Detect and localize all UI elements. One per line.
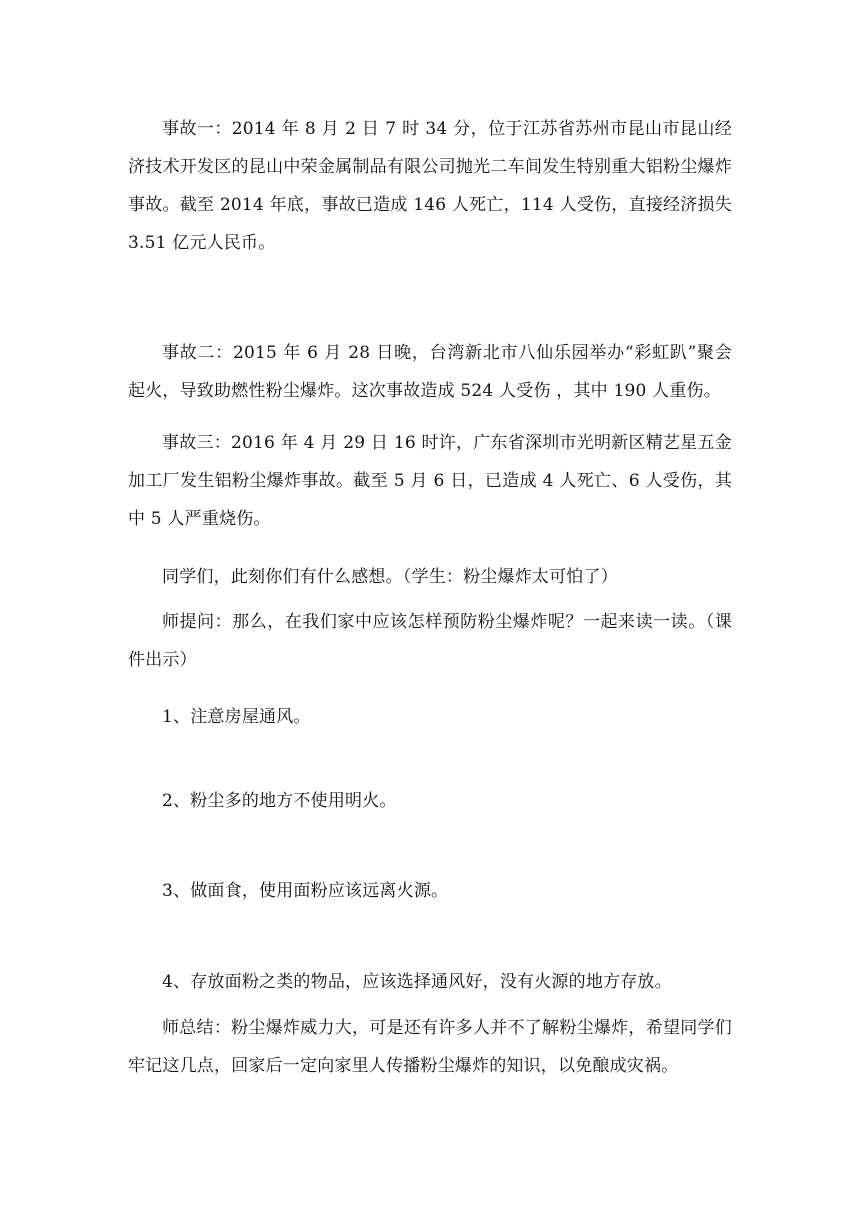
paragraph-accident-one: 事故一：2014 年 8 月 2 日 7 时 34 分，位于江苏省苏州市昆山市昆山经济技术开发区的昆山中荣金属制品有限公司抛光二车间发生特别重大铝粉尘爆炸事故。截至 2014 年底，事故已造成 146 人死亡，114 人受伤，直接经济损失 3.51 亿元人民币。 xyxy=(128,119,732,253)
paragraph-students-reflection: 同学们，此刻你们有什么感想。（学生：粉尘爆炸太可怕了） xyxy=(162,567,618,587)
paragraph-teacher-summary: 师总结：粉尘爆炸威力大，可是还有许多人并不了解粉尘爆炸，希望同学们牢记这几点，回家后一定向家里人传播粉尘爆炸的知识，以免酿成灾祸。 xyxy=(128,1018,732,1076)
paragraph-teacher-question: 师提问：那么，在我们家中应该怎样预防粉尘爆炸呢？一起来读一读。（课件出示） xyxy=(128,612,732,670)
paragraph-accident-two: 事故二：2015 年 6 月 28 日晚，台湾新北市八仙乐园举办“彩虹趴”聚会起火，导致助燃性粉尘爆炸。这次事故造成 524 人受伤 ，其中 190 人重伤。 xyxy=(128,343,732,401)
list-item-flour-away-from-fire: 3、做面食，使用面粉应该远离火源。 xyxy=(162,881,449,901)
list-item-storage: 4、存放面粉之类的物品，应该选择通风好，没有火源的地方存放。 xyxy=(162,972,672,992)
list-item-ventilation: 1、注意房屋通风。 xyxy=(162,707,311,727)
list-item-no-open-flame: 2、粉尘多的地方不使用明火。 xyxy=(162,791,397,811)
paragraph-accident-three: 事故三：2016 年 4 月 29 日 16 时许，广东省深圳市光明新区精艺星五金加工厂发生铝粉尘爆炸事故。截至 5 月 6 日，已造成 4 人死亡、6 人受伤，其中 5 人严重烧伤。 xyxy=(128,433,732,529)
